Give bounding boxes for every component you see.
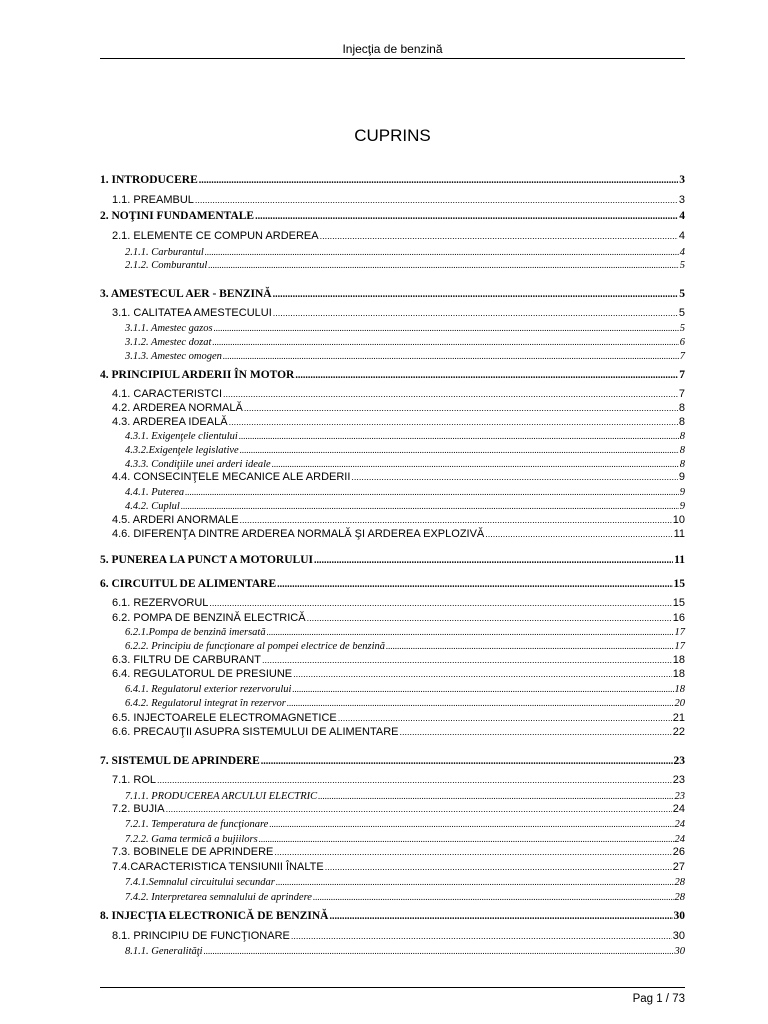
toc-dot-leader (295, 368, 678, 384)
toc-dot-leader (485, 527, 672, 542)
toc-entry[interactable] (100, 944, 685, 960)
toc-entry[interactable] (100, 306, 685, 322)
toc-entry[interactable] (100, 367, 685, 383)
toc-entry[interactable] (100, 229, 685, 245)
toc-entry[interactable] (100, 576, 685, 592)
toc-entry[interactable] (100, 908, 685, 924)
running-header-title: Injecţia de benzină (342, 42, 443, 56)
toc-entry-label: 6.2.2. Principiu de funcţionare al pompei electrice de benzină (125, 641, 386, 652)
toc-dot-leader (261, 754, 673, 770)
toc-entry-page: 11 (673, 528, 685, 540)
toc-entry-page: 30 (674, 946, 685, 957)
toc-entry-label: 4.2. ARDEREA NORMALĂ (112, 402, 243, 414)
toc-entry-label: 6.4.2. Regulatorul integrat în rezervor (125, 698, 286, 709)
toc-entry[interactable] (100, 890, 685, 906)
toc-entry-page: 18 (674, 684, 685, 695)
toc-entry-page: 4 (678, 230, 685, 242)
toc-entry[interactable] (100, 172, 685, 188)
toc-dot-leader (291, 929, 672, 944)
toc-entry-label: 7. SISTEMUL DE APRINDERE (100, 755, 260, 767)
toc-entry[interactable] (100, 667, 685, 683)
toc-entry-page: 10 (672, 514, 685, 526)
toc-entry-page: 15 (673, 578, 685, 590)
toc-dot-leader (276, 875, 674, 889)
toc-entry-page: 8 (679, 445, 685, 456)
toc-dot-leader (277, 577, 672, 593)
toc-entry[interactable] (100, 802, 685, 818)
toc-entry-page: 30 (672, 930, 685, 942)
toc-dot-leader (399, 725, 671, 740)
toc-dot-leader (262, 653, 672, 668)
toc-dot-leader (287, 696, 674, 710)
toc-dot-leader (267, 625, 674, 639)
toc-entry-label: 8.1.1. Generalităţi (125, 946, 203, 957)
toc-entry-page: 15 (672, 597, 685, 609)
toc-entry[interactable] (100, 527, 685, 543)
toc-entry-page: 18 (672, 668, 685, 680)
toc-entry-label: 8.1. PRINCIPIU DE FUNCŢIONARE (112, 930, 290, 942)
toc-dot-leader (204, 944, 674, 958)
toc-entry-page: 24 (674, 819, 685, 830)
toc-dot-leader (223, 387, 678, 402)
toc-entry-page: 8 (679, 459, 685, 470)
toc-entry-page: 8 (679, 431, 685, 442)
toc-dot-leader (240, 513, 672, 528)
toc-entry[interactable] (100, 696, 685, 712)
toc-dot-leader (209, 596, 671, 611)
toc-dot-leader (386, 639, 673, 653)
toc-entry-label: 4.4.1. Puterea (125, 487, 185, 498)
toc-entry-label: 6.6. PRECAUŢII ASUPRA SISTEMULUI DE ALIMENTARE (112, 726, 399, 738)
toc-dot-leader (292, 682, 673, 696)
toc-entry-page: 6 (679, 337, 685, 348)
page-footer (100, 987, 685, 1010)
toc-dot-leader (273, 306, 678, 321)
toc-entry-label: 4.6. DIFERENŢA DINTRE ARDEREA NORMALĂ ŞI ARDEREA EXPLOZIVĂ (112, 528, 485, 540)
toc-dot-leader (255, 209, 678, 225)
toc-entry-page: 3 (679, 174, 685, 186)
toc-entry-page: 9 (678, 471, 685, 483)
toc-dot-leader (274, 845, 671, 860)
toc-entry[interactable] (100, 552, 685, 568)
toc-entry-page: 9 (679, 487, 685, 498)
toc-dot-leader (269, 817, 673, 831)
toc-entry-label: 2.1. ELEMENTE CE COMPUN ARDEREA (112, 230, 319, 242)
toc-entry-page: 24 (672, 803, 685, 815)
toc-entry-label: 7.4.CARACTERISTICA TENSIUNII ÎNALTE (112, 861, 324, 873)
toc-dot-leader (272, 457, 679, 471)
toc-entry-page: 8 (678, 402, 685, 414)
toc-entry-page: 30 (673, 910, 685, 922)
toc-dot-leader (273, 287, 679, 303)
toc-entry-page: 26 (672, 846, 685, 858)
toc-entry-label: 7.4.1.Semnalul circuitului secundar (125, 877, 275, 888)
toc-entry-page: 21 (672, 712, 685, 724)
toc-entry-page: 5 (679, 260, 685, 271)
toc-entry-page: 4 (679, 210, 685, 222)
toc-entry-page: 4 (679, 247, 685, 258)
toc-entry-label: 7.3. BOBINELE DE APRINDERE (112, 846, 274, 858)
toc-entry-label: 8. INJECŢIA ELECTRONICĂ DE BENZINĂ (100, 910, 329, 922)
toc-entry-label: 7.2. BUJIA (112, 803, 165, 815)
toc-entry-label: 6. CIRCUITUL DE ALIMENTARE (100, 578, 277, 590)
toc-dot-leader (338, 711, 672, 726)
toc-entry-label: 2.1.1. Carburantul (125, 247, 204, 258)
toc-dot-leader (199, 173, 678, 189)
toc-entry-label: 3.1.2. Amestec dozat (125, 337, 212, 348)
page-number: Pag 1 / 73 (632, 993, 685, 1005)
toc-entry-page: 3 (678, 194, 685, 206)
toc-entry-page: 24 (674, 834, 685, 845)
toc-dot-leader (214, 321, 679, 335)
toc-entry-label: 7.1. ROL (112, 774, 157, 786)
toc-dot-leader (166, 802, 672, 817)
running-header (100, 40, 685, 59)
toc-entry[interactable] (100, 258, 685, 274)
toc-dot-leader (313, 890, 674, 904)
toc-dot-leader (320, 229, 678, 244)
toc-entry-label: 6.2. POMPA DE BENZINĂ ELECTRICĂ (112, 612, 306, 624)
toc-entry-label: 6.4.1. Regulatorul exterior rezervorului (125, 684, 292, 695)
toc-entry-page: 18 (672, 654, 685, 666)
toc-entry-label: 4.3.1. Exigenţele clientului (125, 431, 238, 442)
toc-dot-leader (223, 349, 679, 363)
toc-entry-label: 5. PUNEREA LA PUNCT A MOTORULUI (100, 554, 313, 566)
toc-entry-page: 20 (674, 698, 685, 709)
toc-entry[interactable] (100, 817, 685, 833)
toc-entry-page: 28 (674, 892, 685, 903)
toc-entry-page: 23 (672, 774, 685, 786)
toc-entry-label: 3.1. CALITATEA AMESTECULUI (112, 307, 272, 319)
toc-dot-leader (212, 335, 678, 349)
toc-dot-leader (239, 429, 679, 443)
toc-entry[interactable] (100, 470, 685, 486)
toc-dot-leader (351, 470, 677, 485)
toc-entry-page: 17 (674, 641, 685, 652)
toc-entry-label: 7.2.2. Gama termică a bujiilors (125, 834, 258, 845)
toc-entry-label: 6.2.1.Pompa de benzină imersată (125, 627, 266, 638)
toc-dot-leader (185, 485, 679, 499)
toc-entry[interactable] (100, 753, 685, 769)
toc-dot-leader (195, 193, 678, 208)
toc-entry-page: 27 (672, 861, 685, 873)
toc-entry-label: 4.4. CONSECINŢELE MECANICE ALE ARDERII (112, 471, 351, 483)
toc-dot-leader (307, 611, 672, 626)
toc-entry-label: 3.1.3. Amestec omogen (125, 351, 222, 362)
toc-entry-label: 4. PRINCIPIUL ARDERII ÎN MOTOR (100, 369, 295, 381)
toc-entry-page: 17 (674, 627, 685, 638)
toc-entry-label: 2.1.2. Comburantul (125, 260, 208, 271)
toc-entry-label: 7.2.1. Temperatura de funcţionare (125, 819, 269, 830)
toc-entry-page: 7 (679, 351, 685, 362)
toc-entry-label: 1.1. PREAMBUL (112, 194, 194, 206)
toc-entry-label: 7.4.2. Interpretarea semnalului de aprindere (125, 892, 312, 903)
toc-dot-leader (208, 258, 678, 272)
toc-dot-leader (244, 401, 678, 416)
toc-dot-leader (259, 832, 674, 846)
toc-entry[interactable] (100, 349, 685, 365)
toc-entry-label: 7.1.1. PRODUCEREA ARCULUI ELECTRIC (125, 791, 318, 802)
toc-entry[interactable] (100, 286, 685, 302)
toc-entry[interactable] (100, 875, 685, 891)
toc-dot-leader (318, 789, 673, 803)
toc-entry[interactable] (100, 193, 685, 209)
toc-dot-leader (229, 415, 678, 430)
toc-entry-page: 7 (679, 369, 685, 381)
toc-entry[interactable] (100, 845, 685, 861)
toc-entry-page: 16 (672, 612, 685, 624)
toc-entry-label: 2. NOŢINI FUNDAMENTALE (100, 210, 255, 222)
toc-entry-page: 9 (679, 501, 685, 512)
toc-entry-label: 1. INTRODUCERE (100, 174, 198, 186)
toc-dot-leader (314, 553, 673, 569)
toc-entry-label: 6.5. INJECTOARELE ELECTROMAGNETICE (112, 712, 337, 724)
toc-entry-label: 4.3.3. Condiţiile unei arderi ideale (125, 459, 271, 470)
toc-entry-page: 22 (672, 726, 685, 738)
toc-dot-leader (181, 499, 679, 513)
toc-dot-leader (205, 245, 679, 259)
toc-entry-label: 6.4. REGULATORUL DE PRESIUNE (112, 668, 293, 680)
toc-dot-leader (329, 909, 672, 925)
toc-entry-label: 3. AMESTECUL AER - BENZINĂ (100, 288, 272, 300)
toc-entry-page: 28 (674, 877, 685, 888)
toc-entry-label: 3.1.1. Amestec gazos (125, 323, 213, 334)
toc-entry[interactable] (100, 860, 685, 876)
toc-entry-label: 4.1. CARACTERISTCI (112, 388, 223, 400)
toc-entry-label: 4.3. ARDEREA IDEALĂ (112, 416, 228, 428)
toc-entry-label: 6.3. FILTRU DE CARBURANT (112, 654, 261, 666)
toc-entry-page: 5 (678, 307, 685, 319)
toc-entry-label: 4.3.2.Exigenţele legislative (125, 445, 239, 456)
toc-entry[interactable] (100, 773, 685, 789)
toc-entry-page: 11 (674, 554, 685, 566)
page-title: CUPRINS (354, 126, 431, 145)
toc-entry-label: 4.4.2. Cuplul (125, 501, 180, 512)
toc-dot-leader (325, 860, 672, 875)
toc-dot-leader (240, 443, 679, 457)
toc-entry[interactable] (100, 929, 685, 945)
toc-entry-label: 4.5. ARDERI ANORMALE (112, 514, 239, 526)
toc-entry-label: 6.1. REZERVORUL (112, 597, 209, 609)
toc-dot-leader (157, 773, 672, 788)
toc-entry-page: 5 (679, 288, 685, 300)
toc-entry-page: 5 (679, 323, 685, 334)
toc-entry-page: 23 (674, 791, 685, 802)
toc-entry-page: 8 (678, 416, 685, 428)
toc-entry-page: 7 (678, 388, 685, 400)
toc-entry[interactable] (100, 725, 685, 741)
toc-dot-leader (293, 667, 672, 682)
toc-entry-page: 23 (673, 755, 685, 767)
toc-entry[interactable] (100, 596, 685, 612)
toc-entry[interactable] (100, 208, 685, 224)
